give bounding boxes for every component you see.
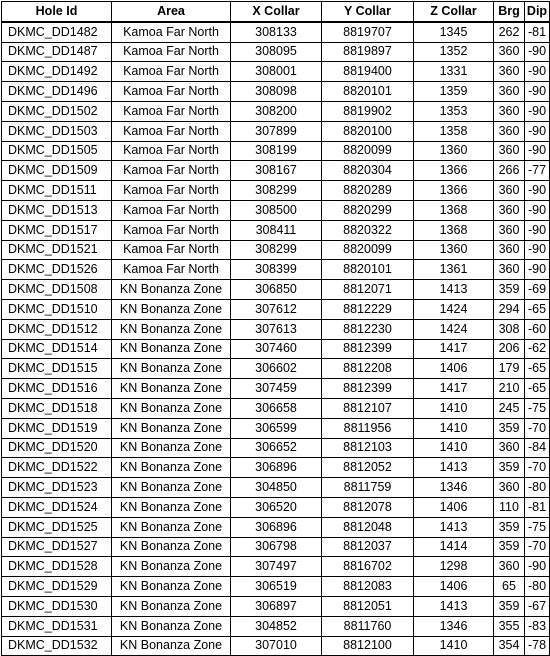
- dip-cell: -80: [525, 577, 550, 597]
- x-collar-cell: 307899: [231, 121, 322, 141]
- table-body: [2, 22, 550, 656]
- y-collar-cell: 8812399: [322, 339, 414, 359]
- hole-id-cell: DKMC_DD1520: [2, 438, 112, 458]
- dip-cell: -84: [525, 438, 550, 458]
- x-collar-cell: 306798: [231, 537, 322, 557]
- brg-cell: 308: [494, 319, 525, 339]
- brg-cell: 210: [494, 379, 525, 399]
- table-row: [2, 418, 550, 438]
- hole-id-cell: DKMC_DD1532: [2, 636, 112, 656]
- area-cell: KN Bonanza Zone: [112, 537, 231, 557]
- table-row: [2, 82, 550, 102]
- x-collar-cell: 306896: [231, 517, 322, 537]
- y-collar-cell: 8812399: [322, 379, 414, 399]
- y-collar-cell: 8811759: [322, 478, 414, 498]
- y-collar-cell: 8812229: [322, 299, 414, 319]
- z-collar-cell: 1366: [414, 181, 494, 201]
- brg-cell: 360: [494, 200, 525, 220]
- dip-cell: -90: [525, 42, 550, 62]
- dip-cell: -70: [525, 458, 550, 478]
- header-y-collar: Y Collar: [322, 2, 414, 22]
- x-collar-cell: 308199: [231, 141, 322, 161]
- dip-cell: -90: [525, 181, 550, 201]
- hole-id-cell: DKMC_DD1487: [2, 42, 112, 62]
- area-cell: KN Bonanza Zone: [112, 339, 231, 359]
- brg-cell: 65: [494, 577, 525, 597]
- header-z-collar: Z Collar: [414, 2, 494, 22]
- z-collar-cell: 1414: [414, 537, 494, 557]
- z-collar-cell: 1424: [414, 319, 494, 339]
- x-collar-cell: 306896: [231, 458, 322, 478]
- hole-id-cell: DKMC_DD1492: [2, 62, 112, 82]
- z-collar-cell: 1413: [414, 517, 494, 537]
- header-row: [2, 2, 550, 22]
- y-collar-cell: 8812052: [322, 458, 414, 478]
- x-collar-cell: 306652: [231, 438, 322, 458]
- z-collar-cell: 1353: [414, 101, 494, 121]
- z-collar-cell: 1331: [414, 62, 494, 82]
- area-cell: Kamoa Far North: [112, 101, 231, 121]
- y-collar-cell: 8819902: [322, 101, 414, 121]
- y-collar-cell: 8820304: [322, 161, 414, 181]
- dip-cell: -69: [525, 280, 550, 300]
- hole-id-cell: DKMC_DD1510: [2, 299, 112, 319]
- y-collar-cell: 8812103: [322, 438, 414, 458]
- header-area: Area: [112, 2, 231, 22]
- dip-cell: -67: [525, 596, 550, 616]
- hole-id-cell: DKMC_DD1505: [2, 141, 112, 161]
- area-cell: Kamoa Far North: [112, 42, 231, 62]
- table-row: [2, 458, 550, 478]
- brg-cell: 360: [494, 260, 525, 280]
- dip-cell: -90: [525, 220, 550, 240]
- z-collar-cell: 1406: [414, 577, 494, 597]
- z-collar-cell: 1413: [414, 280, 494, 300]
- hole-id-cell: DKMC_DD1530: [2, 596, 112, 616]
- y-collar-cell: 8812078: [322, 497, 414, 517]
- area-cell: KN Bonanza Zone: [112, 497, 231, 517]
- brg-cell: 359: [494, 537, 525, 557]
- table-row: [2, 497, 550, 517]
- brg-cell: 354: [494, 636, 525, 656]
- dip-cell: -83: [525, 616, 550, 636]
- hole-id-cell: DKMC_DD1516: [2, 379, 112, 399]
- area-cell: KN Bonanza Zone: [112, 596, 231, 616]
- hole-id-cell: DKMC_DD1523: [2, 478, 112, 498]
- table-row: [2, 260, 550, 280]
- hole-id-cell: DKMC_DD1482: [2, 22, 112, 42]
- table-row: [2, 537, 550, 557]
- z-collar-cell: 1406: [414, 497, 494, 517]
- hole-id-cell: DKMC_DD1514: [2, 339, 112, 359]
- z-collar-cell: 1413: [414, 596, 494, 616]
- table-row: [2, 161, 550, 181]
- y-collar-cell: 8812048: [322, 517, 414, 537]
- dip-cell: -60: [525, 319, 550, 339]
- z-collar-cell: 1346: [414, 616, 494, 636]
- dip-cell: -90: [525, 557, 550, 577]
- dip-cell: -90: [525, 62, 550, 82]
- hole-id-cell: DKMC_DD1511: [2, 181, 112, 201]
- brg-cell: 110: [494, 497, 525, 517]
- z-collar-cell: 1366: [414, 161, 494, 181]
- area-cell: Kamoa Far North: [112, 161, 231, 181]
- hole-id-cell: DKMC_DD1515: [2, 359, 112, 379]
- hole-id-cell: DKMC_DD1525: [2, 517, 112, 537]
- x-collar-cell: 307613: [231, 319, 322, 339]
- y-collar-cell: 8820289: [322, 181, 414, 201]
- area-cell: Kamoa Far North: [112, 22, 231, 42]
- table-row: [2, 517, 550, 537]
- hole-id-cell: DKMC_DD1531: [2, 616, 112, 636]
- area-cell: Kamoa Far North: [112, 141, 231, 161]
- y-collar-cell: 8812230: [322, 319, 414, 339]
- y-collar-cell: 8820322: [322, 220, 414, 240]
- y-collar-cell: 8812037: [322, 537, 414, 557]
- area-cell: KN Bonanza Zone: [112, 478, 231, 498]
- table-row: [2, 557, 550, 577]
- z-collar-cell: 1368: [414, 200, 494, 220]
- z-collar-cell: 1346: [414, 478, 494, 498]
- brg-cell: 360: [494, 478, 525, 498]
- x-collar-cell: 308500: [231, 200, 322, 220]
- table-row: [2, 181, 550, 201]
- brg-cell: 360: [494, 121, 525, 141]
- dip-cell: -90: [525, 200, 550, 220]
- brg-cell: 360: [494, 181, 525, 201]
- z-collar-cell: 1417: [414, 339, 494, 359]
- brg-cell: 206: [494, 339, 525, 359]
- z-collar-cell: 1406: [414, 359, 494, 379]
- brg-cell: 360: [494, 141, 525, 161]
- area-cell: KN Bonanza Zone: [112, 299, 231, 319]
- table-row: [2, 200, 550, 220]
- x-collar-cell: 306602: [231, 359, 322, 379]
- z-collar-cell: 1368: [414, 220, 494, 240]
- brg-cell: 360: [494, 62, 525, 82]
- hole-id-cell: DKMC_DD1518: [2, 398, 112, 418]
- x-collar-cell: 308200: [231, 101, 322, 121]
- dip-cell: -65: [525, 299, 550, 319]
- dip-cell: -90: [525, 121, 550, 141]
- z-collar-cell: 1410: [414, 398, 494, 418]
- area-cell: Kamoa Far North: [112, 181, 231, 201]
- dip-cell: -70: [525, 418, 550, 438]
- y-collar-cell: 8812107: [322, 398, 414, 418]
- z-collar-cell: 1298: [414, 557, 494, 577]
- dip-cell: -90: [525, 101, 550, 121]
- x-collar-cell: 307612: [231, 299, 322, 319]
- hole-id-cell: DKMC_DD1526: [2, 260, 112, 280]
- y-collar-cell: 8812083: [322, 577, 414, 597]
- dip-cell: -75: [525, 398, 550, 418]
- hole-id-cell: DKMC_DD1496: [2, 82, 112, 102]
- dip-cell: -75: [525, 517, 550, 537]
- hole-id-cell: DKMC_DD1528: [2, 557, 112, 577]
- table-row: [2, 359, 550, 379]
- z-collar-cell: 1359: [414, 82, 494, 102]
- z-collar-cell: 1345: [414, 22, 494, 42]
- table-row: [2, 319, 550, 339]
- dip-cell: -62: [525, 339, 550, 359]
- hole-id-cell: DKMC_DD1529: [2, 577, 112, 597]
- table-row: [2, 577, 550, 597]
- y-collar-cell: 8811956: [322, 418, 414, 438]
- table-row: [2, 339, 550, 359]
- dip-cell: -81: [525, 22, 550, 42]
- y-collar-cell: 8819897: [322, 42, 414, 62]
- area-cell: KN Bonanza Zone: [112, 418, 231, 438]
- x-collar-cell: 308411: [231, 220, 322, 240]
- brg-cell: 360: [494, 438, 525, 458]
- y-collar-cell: 8820099: [322, 141, 414, 161]
- brg-cell: 359: [494, 458, 525, 478]
- area-cell: KN Bonanza Zone: [112, 557, 231, 577]
- z-collar-cell: 1410: [414, 636, 494, 656]
- hole-id-cell: DKMC_DD1524: [2, 497, 112, 517]
- area-cell: KN Bonanza Zone: [112, 636, 231, 656]
- y-collar-cell: 8820099: [322, 240, 414, 260]
- dip-cell: -90: [525, 141, 550, 161]
- y-collar-cell: 8812071: [322, 280, 414, 300]
- hole-id-cell: DKMC_DD1522: [2, 458, 112, 478]
- area-cell: Kamoa Far North: [112, 62, 231, 82]
- brg-cell: 262: [494, 22, 525, 42]
- hole-id-cell: DKMC_DD1521: [2, 240, 112, 260]
- z-collar-cell: 1360: [414, 141, 494, 161]
- brg-cell: 245: [494, 398, 525, 418]
- y-collar-cell: 8820299: [322, 200, 414, 220]
- area-cell: KN Bonanza Zone: [112, 458, 231, 478]
- dip-cell: -77: [525, 161, 550, 181]
- hole-id-cell: DKMC_DD1512: [2, 319, 112, 339]
- x-collar-cell: 306658: [231, 398, 322, 418]
- dip-cell: -90: [525, 240, 550, 260]
- y-collar-cell: 8820100: [322, 121, 414, 141]
- hole-id-cell: DKMC_DD1519: [2, 418, 112, 438]
- z-collar-cell: 1417: [414, 379, 494, 399]
- brg-cell: 360: [494, 82, 525, 102]
- x-collar-cell: 308001: [231, 62, 322, 82]
- z-collar-cell: 1410: [414, 438, 494, 458]
- z-collar-cell: 1413: [414, 458, 494, 478]
- x-collar-cell: 306897: [231, 596, 322, 616]
- y-collar-cell: 8820101: [322, 260, 414, 280]
- z-collar-cell: 1424: [414, 299, 494, 319]
- x-collar-cell: 308095: [231, 42, 322, 62]
- y-collar-cell: 8812208: [322, 359, 414, 379]
- table-row: [2, 62, 550, 82]
- x-collar-cell: 308098: [231, 82, 322, 102]
- brg-cell: 360: [494, 557, 525, 577]
- table-row: [2, 616, 550, 636]
- y-collar-cell: 8820101: [322, 82, 414, 102]
- hole-id-cell: DKMC_DD1527: [2, 537, 112, 557]
- table-row: [2, 42, 550, 62]
- dip-cell: -90: [525, 260, 550, 280]
- table-row: [2, 636, 550, 656]
- hole-id-cell: DKMC_DD1517: [2, 220, 112, 240]
- brg-cell: 294: [494, 299, 525, 319]
- z-collar-cell: 1410: [414, 418, 494, 438]
- table-row: [2, 101, 550, 121]
- brg-cell: 355: [494, 616, 525, 636]
- x-collar-cell: 306520: [231, 497, 322, 517]
- brg-cell: 179: [494, 359, 525, 379]
- table-row: [2, 299, 550, 319]
- table-row: [2, 240, 550, 260]
- z-collar-cell: 1361: [414, 260, 494, 280]
- table-row: [2, 398, 550, 418]
- area-cell: Kamoa Far North: [112, 200, 231, 220]
- y-collar-cell: 8816702: [322, 557, 414, 577]
- hole-id-cell: DKMC_DD1508: [2, 280, 112, 300]
- header-brg: Brg: [494, 2, 525, 22]
- table-row: [2, 379, 550, 399]
- dip-cell: -70: [525, 537, 550, 557]
- dip-cell: -81: [525, 497, 550, 517]
- header-hole-id: Hole Id: [2, 2, 112, 22]
- area-cell: KN Bonanza Zone: [112, 438, 231, 458]
- y-collar-cell: 8812100: [322, 636, 414, 656]
- area-cell: KN Bonanza Zone: [112, 319, 231, 339]
- z-collar-cell: 1358: [414, 121, 494, 141]
- z-collar-cell: 1360: [414, 240, 494, 260]
- table-row: [2, 438, 550, 458]
- area-cell: Kamoa Far North: [112, 82, 231, 102]
- brg-cell: 360: [494, 220, 525, 240]
- y-collar-cell: 8819707: [322, 22, 414, 42]
- y-collar-cell: 8811760: [322, 616, 414, 636]
- brg-cell: 359: [494, 280, 525, 300]
- drillhole-collar-table: [1, 1, 550, 656]
- x-collar-cell: 307460: [231, 339, 322, 359]
- area-cell: KN Bonanza Zone: [112, 280, 231, 300]
- area-cell: KN Bonanza Zone: [112, 577, 231, 597]
- brg-cell: 266: [494, 161, 525, 181]
- hole-id-cell: DKMC_DD1509: [2, 161, 112, 181]
- x-collar-cell: 308167: [231, 161, 322, 181]
- area-cell: Kamoa Far North: [112, 260, 231, 280]
- dip-cell: -65: [525, 359, 550, 379]
- hole-id-cell: DKMC_DD1503: [2, 121, 112, 141]
- x-collar-cell: 306519: [231, 577, 322, 597]
- x-collar-cell: 308133: [231, 22, 322, 42]
- brg-cell: 359: [494, 517, 525, 537]
- brg-cell: 360: [494, 101, 525, 121]
- y-collar-cell: 8819400: [322, 62, 414, 82]
- brg-cell: 360: [494, 42, 525, 62]
- table-header: [2, 2, 550, 22]
- table-row: [2, 22, 550, 42]
- table-row: [2, 596, 550, 616]
- header-dip: Dip: [525, 2, 550, 22]
- area-cell: KN Bonanza Zone: [112, 616, 231, 636]
- dip-cell: -90: [525, 82, 550, 102]
- x-collar-cell: 307459: [231, 379, 322, 399]
- dip-cell: -78: [525, 636, 550, 656]
- table-row: [2, 220, 550, 240]
- brg-cell: 360: [494, 240, 525, 260]
- area-cell: KN Bonanza Zone: [112, 379, 231, 399]
- z-collar-cell: 1352: [414, 42, 494, 62]
- header-x-collar: X Collar: [231, 2, 322, 22]
- area-cell: KN Bonanza Zone: [112, 359, 231, 379]
- x-collar-cell: 307497: [231, 557, 322, 577]
- table-row: [2, 141, 550, 161]
- brg-cell: 359: [494, 418, 525, 438]
- table-row: [2, 280, 550, 300]
- table-row: [2, 478, 550, 498]
- x-collar-cell: 307010: [231, 636, 322, 656]
- hole-id-cell: DKMC_DD1513: [2, 200, 112, 220]
- dip-cell: -80: [525, 478, 550, 498]
- x-collar-cell: 308299: [231, 181, 322, 201]
- hole-id-cell: DKMC_DD1502: [2, 101, 112, 121]
- x-collar-cell: 308299: [231, 240, 322, 260]
- brg-cell: 359: [494, 596, 525, 616]
- area-cell: Kamoa Far North: [112, 240, 231, 260]
- x-collar-cell: 306599: [231, 418, 322, 438]
- area-cell: KN Bonanza Zone: [112, 517, 231, 537]
- x-collar-cell: 304850: [231, 478, 322, 498]
- table-row: [2, 121, 550, 141]
- area-cell: Kamoa Far North: [112, 220, 231, 240]
- area-cell: KN Bonanza Zone: [112, 398, 231, 418]
- y-collar-cell: 8812051: [322, 596, 414, 616]
- x-collar-cell: 308399: [231, 260, 322, 280]
- x-collar-cell: 304852: [231, 616, 322, 636]
- x-collar-cell: 306850: [231, 280, 322, 300]
- area-cell: Kamoa Far North: [112, 121, 231, 141]
- dip-cell: -65: [525, 379, 550, 399]
